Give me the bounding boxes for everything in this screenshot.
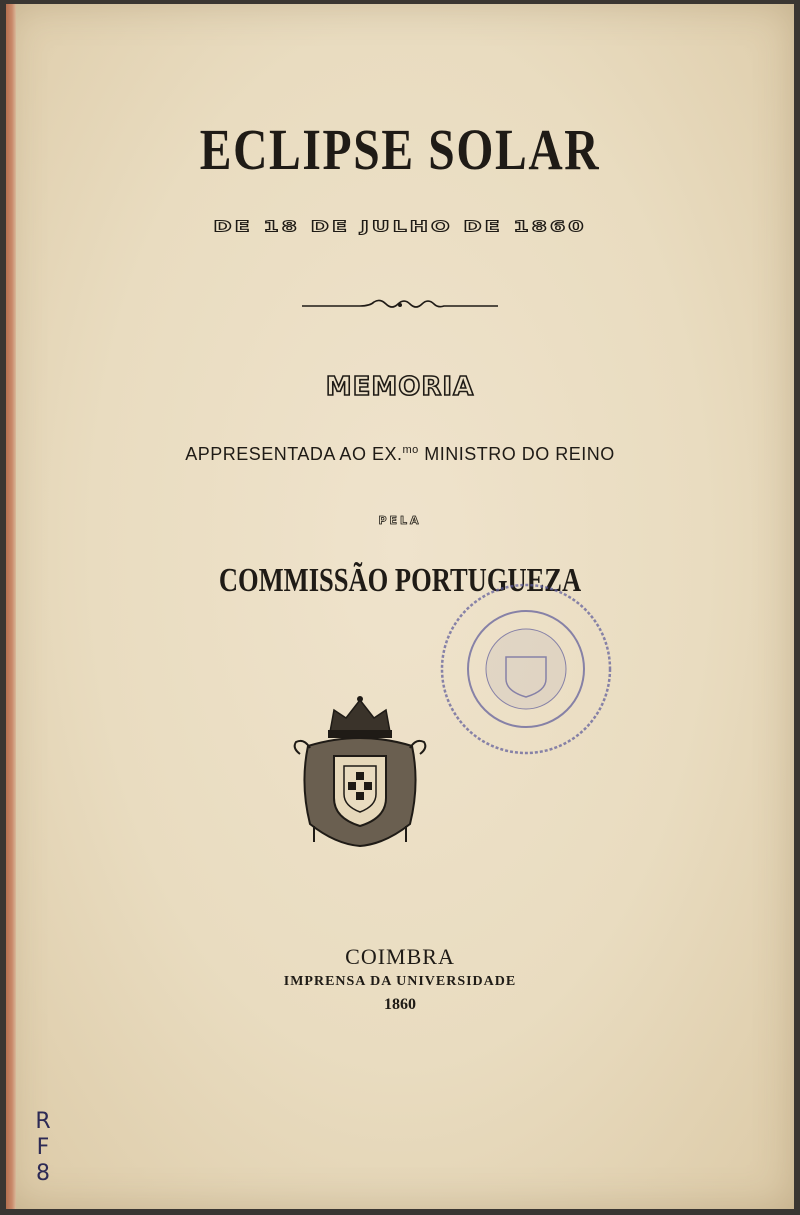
shelfmark-line: F xyxy=(36,1135,50,1160)
document-subtitle: DE 18 DE JULHO DE 1860 xyxy=(213,218,587,236)
document-title: ECLIPSE SOLAR xyxy=(199,117,601,182)
spine-edge xyxy=(6,4,16,1209)
presentation-prefix: APPRESENTADA AO EX. xyxy=(185,444,403,464)
imprint-year: 1860 xyxy=(384,996,416,1013)
presentation-line xyxy=(6,444,794,465)
shelfmark-line: 8 xyxy=(36,1161,50,1186)
shelfmark-line: R xyxy=(35,1109,51,1134)
title-page xyxy=(6,4,794,1209)
library-stamp-icon xyxy=(436,579,616,764)
presentation-superscript: mo xyxy=(402,444,419,456)
shelfmark xyxy=(28,1109,58,1187)
presentation-suffix: MINISTRO DO REINO xyxy=(418,444,615,464)
coat-of-arms-icon xyxy=(290,694,430,859)
imprint-city: COIMBRA xyxy=(345,944,455,969)
ornament-divider-icon xyxy=(6,296,794,321)
imprint-press: IMPRENSA DA UNIVERSIDADE xyxy=(283,974,517,989)
by-label: PELA xyxy=(378,514,422,527)
commission-name: COMMISSÃO PORTUGUEZA xyxy=(218,562,582,599)
section-heading: MEMORIA xyxy=(325,372,475,402)
